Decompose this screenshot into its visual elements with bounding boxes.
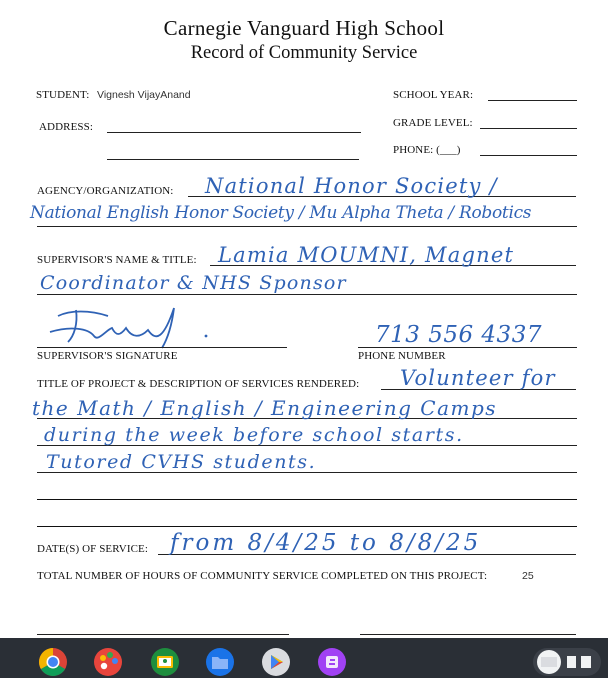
supervisor-handwriting-1: Lamia MOUMNI, Magnet — [218, 243, 515, 267]
supervisor-line-2 — [37, 294, 577, 295]
palette-icon[interactable] — [93, 647, 123, 677]
phone-number-handwriting: 713 556 4337 — [375, 322, 542, 348]
school-year-label: SCHOOL YEAR: — [393, 89, 474, 101]
form-title: Record of Community Service — [190, 43, 418, 63]
phone-number-label: PHONE NUMBER — [358, 350, 446, 362]
supervisor-signature-label: SUPERVISOR'S SIGNATURE — [37, 350, 178, 362]
grade-level-line — [480, 128, 577, 129]
school-name: Carnegie Vanguard High School — [163, 16, 445, 40]
school-year-line — [488, 100, 577, 101]
project-handwriting-1: Volunteer for — [400, 366, 556, 390]
taskbar — [0, 638, 608, 678]
hours-value: 25 — [522, 570, 534, 582]
project-handwriting-2: the Math / English / Engineering Camps — [32, 396, 498, 420]
project-line-6 — [37, 526, 577, 527]
address-line-2 — [107, 159, 359, 160]
play-store-icon[interactable] — [261, 647, 291, 677]
student-label: STUDENT: — [36, 89, 90, 101]
project-label: TITLE OF PROJECT & DESCRIPTION OF SERVICES RENDERED: — [37, 378, 360, 390]
phone-line — [480, 155, 577, 156]
supervisor-handwriting-2: Coordinator & NHS Sponsor — [40, 272, 347, 294]
student-value: Vignesh VijayAnand — [97, 89, 191, 101]
supervisor-label: SUPERVISOR'S NAME & TITLE: — [37, 254, 197, 266]
hours-label: TOTAL NUMBER OF HOURS OF COMMUNITY SERVICE COMPLETED ON THIS PROJECT: — [37, 570, 488, 582]
address-line-1 — [107, 132, 361, 133]
address-label: ADDRESS: — [39, 121, 93, 133]
phone-label: PHONE: (___) — [393, 144, 461, 156]
dates-handwriting: from 8/4/25 to 8/8/25 — [170, 530, 482, 556]
phone-number-line — [358, 347, 577, 348]
supervisor-signature — [40, 302, 220, 352]
agency-handwriting-2: National English Honor Society / Mu Alpha Theta / Robotics — [30, 203, 532, 223]
chrome-icon[interactable] — [38, 647, 68, 677]
project-line-5 — [37, 499, 577, 500]
bottom-line-right — [360, 634, 576, 635]
agency-handwriting-1: National Honor Society / — [205, 174, 498, 198]
grade-level-label: GRADE LEVEL: — [393, 117, 473, 129]
bottom-line-left — [37, 634, 289, 635]
dates-label: DATE(S) OF SERVICE: — [37, 543, 149, 555]
project-handwriting-3: during the week before school starts. — [44, 424, 464, 446]
agency-line-2 — [37, 226, 577, 227]
agency-label: AGENCY/ORGANIZATION: — [37, 185, 174, 197]
project-handwriting-4: Tutored CVHS students. — [46, 451, 317, 473]
system-tray[interactable] — [533, 648, 601, 676]
classroom-icon[interactable] — [150, 647, 180, 677]
app-icon[interactable] — [317, 647, 347, 677]
files-icon[interactable] — [205, 647, 235, 677]
signature-line — [37, 347, 287, 348]
